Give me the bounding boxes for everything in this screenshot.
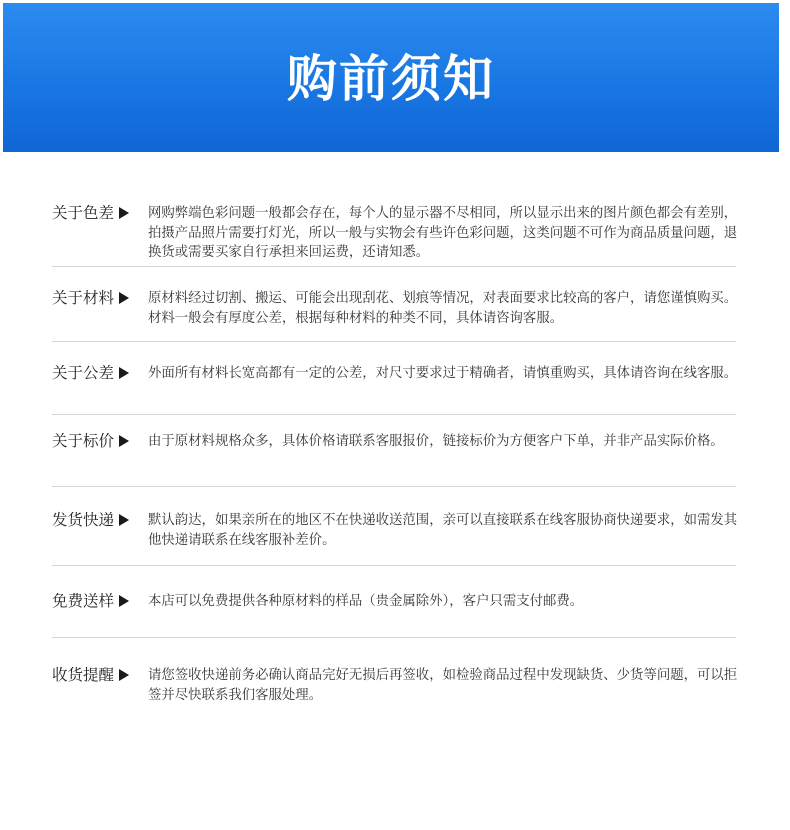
notice-item-label: 发货快递 [52,511,115,529]
notice-item-label: 关于标价 [52,432,115,450]
divider [52,341,736,342]
divider [52,486,736,487]
divider [52,266,736,267]
right-triangle-icon [119,514,129,526]
notice-item-label: 免费送样 [52,592,115,610]
right-triangle-icon [119,292,129,304]
notice-item-label: 关于公差 [52,364,115,382]
page-title: 购前须知 [287,49,495,108]
notice-item-price [52,431,742,452]
notice-item-free-sample [52,591,742,612]
notice-item-label: 关于材料 [52,289,115,307]
notice-item-text: 由于原材料规格众多，具体价格请联系客服报价，链接标价为方便客户下单，并非产品实际价格。 [148,434,724,449]
notice-item-tolerance [52,363,742,384]
notice-item-text: 外面所有材料长宽高都有一定的公差，对尺寸要求过于精确者，请慎重购买，具体请咨询在线客服。 [148,366,738,381]
right-triangle-icon [119,435,129,447]
notice-item-label: 收货提醒 [52,666,115,684]
notice-item-text: 网购弊端色彩问题一般都会存在，每个人的显示器不尽相同，所以显示出来的图片颜色都会有差别，拍摄产品照片需要打灯光，所以一般与实物会有些许色彩问题，这类问题不可作为商品质量问题，退换货或需要买家自行承担来回运费，还请知悉。 [148,206,738,260]
right-triangle-icon [119,669,129,681]
notice-item-receipt [52,665,742,705]
divider [52,637,736,638]
notice-item-material [52,288,742,328]
divider [52,414,736,415]
right-triangle-icon [119,367,129,379]
notice-item-text: 原材料经过切割、搬运、可能会出现刮花、划痕等情况，对表面要求比较高的客户，请您谨慎购买。材料一般会有厚度公差，根据每种材料的种类不同，具体请咨询客服。 [148,291,738,326]
notice-item-color-difference [52,203,742,263]
divider [52,565,736,566]
right-triangle-icon [119,595,129,607]
right-triangle-icon [119,207,129,219]
notice-item-text: 请您签收快递前务必确认商品完好无损后再签收，如检验商品过程中发现缺货、少货等问题，可以拒签并尽快联系我们客服处理。 [148,668,738,703]
notice-item-label: 关于色差 [52,204,115,222]
notice-item-shipping [52,510,742,550]
notice-item-text: 默认韵达，如果亲所在的地区不在快递收送范围，亲可以直接联系在线客服协商快递要求，如需发其他快递请联系在线客服补差价。 [148,513,738,548]
notice-item-text: 本店可以免费提供各种原材料的样品（贵金属除外），客户只需支付邮费。 [148,594,584,609]
